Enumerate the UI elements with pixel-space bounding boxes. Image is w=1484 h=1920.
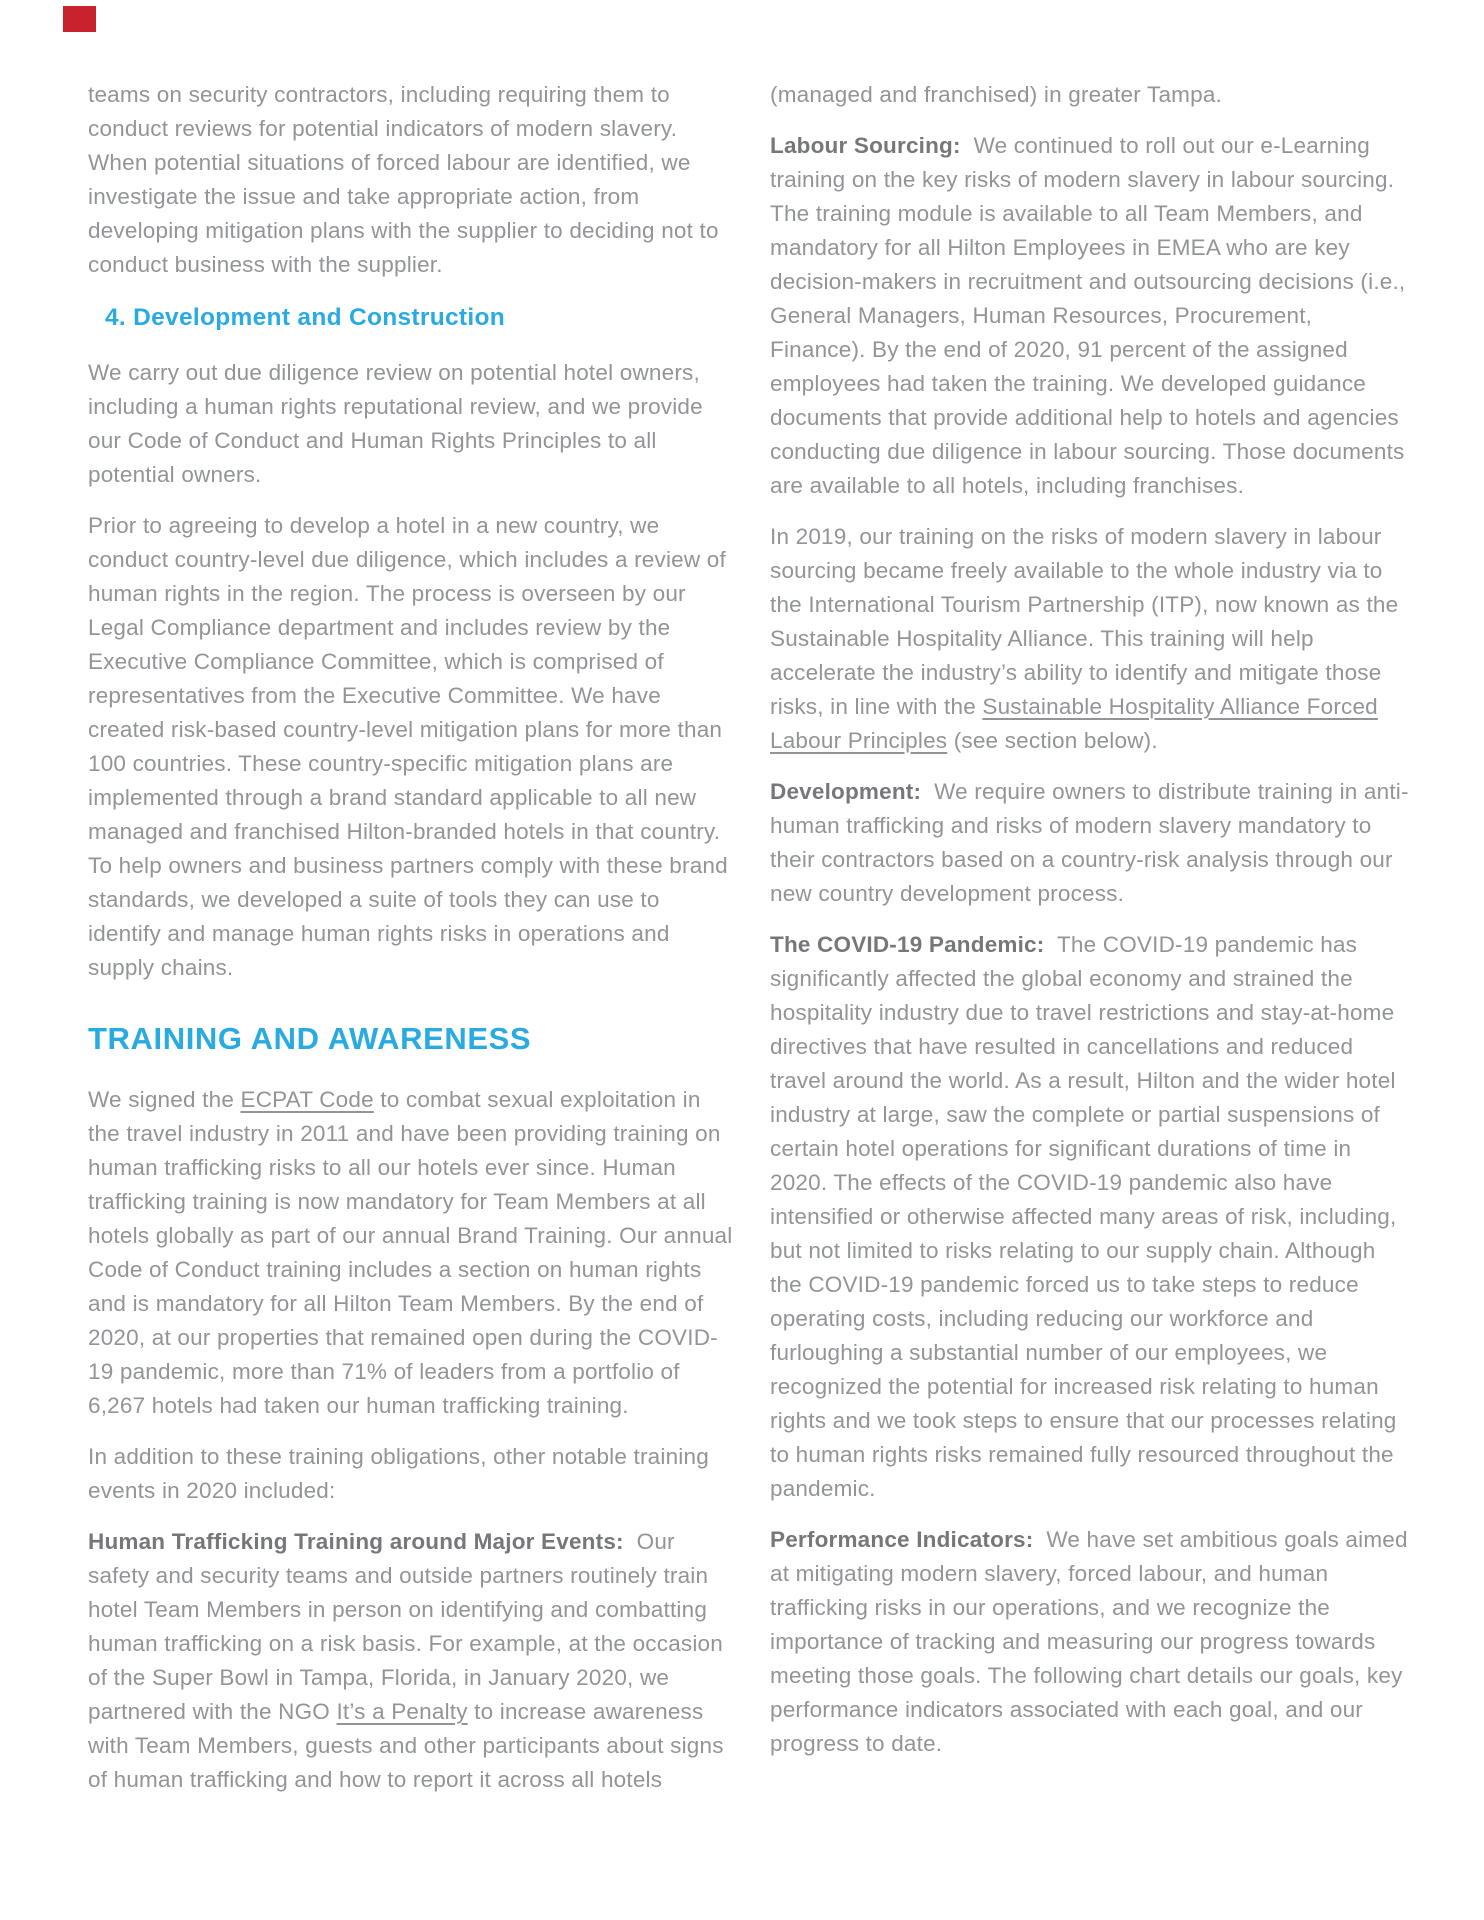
paragraph [88, 78, 738, 282]
paragraph [770, 520, 1412, 758]
text-run: We require owners to distribute training in anti-human trafficking and risks of modern slavery mandatory to their contractors based on a country-risk analysis through our new country development process. [770, 779, 1409, 906]
paragraph [770, 928, 1412, 1506]
text-link[interactable]: Sustainable Hospitality Alliance Forced Labour Principles [770, 694, 1378, 753]
text-run: In addition to these training obligations, other notable training events in 2020 included: [88, 1444, 709, 1503]
text-run: (see section below). [947, 728, 1158, 753]
text-run: We carry out due diligence review on potential hotel owners, including a human rights reputational review, and we provide our Code of Conduct and Human Rights Principles to all potential owners. [88, 360, 703, 487]
text-run: to combat sexual exploitation in the travel industry in 2011 and have been providing training on human trafficking risks to all our hotels ever since. Human trafficking training is now mandatory for Team Members at all hotels globally as part of our annual Brand Training. Our annual Code of Conduct training includes a section on human rights and is mandatory for all Hilton Team Members. By the end of 2020, at our properties that remained open during the COVID-19 pandemic, more than 71% of leaders from a portfolio of 6,267 hotels had taken our human trafficking training. [88, 1087, 733, 1418]
paragraph [88, 356, 738, 492]
paragraph [770, 775, 1412, 911]
two-column-text-layout [88, 78, 1412, 1814]
paragraph [88, 1083, 738, 1423]
paragraph [88, 1440, 738, 1508]
paragraph [770, 1523, 1412, 1761]
text-run: In 2019, our training on the risks of modern slavery in labour sourcing became freely available to the whole industry via to the International Tourism Partnership (ITP), now known as the Sustainable Hospitality Alliance. This training will help accelerate the industry’s ability to identify and mitigate those risks, in line with the [770, 524, 1399, 719]
left-column [88, 78, 738, 1814]
text-run: We continued to roll out our e-Learning training on the key risks of modern slavery in labour sourcing. The training module is available to all Team Members, and mandatory for all Hilton Employees in EMEA who are key decision-makers in recruitment and outsourcing decisions (i.e., General Managers, Human Resources, Procurement, Finance). By the end of 2020, 91 percent of the assigned employees had taken the training. We developed guidance documents that provide additional help to hotels and agencies conducting due diligence in labour sourcing. Those documents are available to all hotels, including franchises. [770, 133, 1406, 498]
right-column [770, 78, 1412, 1814]
paragraph [88, 1525, 738, 1797]
text-run: to increase awareness with Team Members, guests and other participants about signs of human trafficking and how to report it across all hotels [88, 1699, 724, 1792]
sub-section-heading: 4. Development and Construction [105, 304, 505, 331]
bold-lead-in: Performance Indicators: [770, 1527, 1034, 1552]
paragraph [770, 78, 1412, 112]
paragraph [88, 509, 738, 985]
text-run: (managed and franchised) in greater Tampa. [770, 82, 1222, 107]
text-run: Our safety and security teams and outside partners routinely train hotel Team Members in person on identifying and combatting human trafficking on a risk basis. For example, at the occasion of the Super Bowl in Tampa, Florida, in January 2020, we partnered with the NGO [88, 1529, 723, 1724]
paragraph [770, 129, 1412, 503]
text-run: We have set ambitious goals aimed at mitigating modern slavery, forced labour, and human trafficking risks in our operations, and we recognize the importance of tracking and measuring our progress towards meeting those goals. The following chart details our goals, key performance indicators associated with each goal, and our progress to date. [770, 1527, 1408, 1756]
text-link[interactable]: It’s a Penalty [336, 1699, 468, 1724]
text-run: The COVID-19 pandemic has significantly affected the global economy and strained the hospitality industry due to travel restrictions and stay-at-home directives that have resulted in cancellations and reduced travel around the world. As a result, Hilton and the wider hotel industry at large, saw the complete or partial suspensions of certain hotel operations for significant durations of time in 2020. The effects of the COVID-19 pandemic also have intensified or otherwise affected many areas of risk, including, but not limited to risks relating to our supply chain. Although the COVID-19 pandemic forced us to take steps to reduce operating costs, including reducing our workforce and furloughing a substantial number of our employees, we recognized the potential for increased risk relating to human rights and we took steps to ensure that our processes relating to human rights risks remained fully resourced throughout the pandemic. [770, 932, 1397, 1501]
text-run: teams on security contractors, including requiring them to conduct reviews for potential indicators of modern slavery. When potential situations of forced labour are identified, we investigate the issue and take appropriate action, from developing mitigation plans with the supplier to deciding not to conduct business with the supplier. [88, 82, 719, 277]
text-link[interactable]: ECPAT Code [240, 1087, 374, 1112]
bold-lead-in: The COVID-19 Pandemic: [770, 932, 1045, 957]
text-run: Prior to agreeing to develop a hotel in a new country, we conduct country-level due diligence, which includes a review of human rights in the region. The process is overseen by our Legal Compliance department and includes review by the Executive Compliance Committee, which is comprised of representatives from the Executive Committee. We have created risk-based country-level mitigation plans for more than 100 countries. These country-specific mitigation plans are implemented through a brand standard applicable to all new managed and franchised Hilton-branded hotels in that country. To help owners and business partners comply with these brand standards, we developed a suite of tools they can use to identify and manage human rights risks in operations and supply chains. [88, 513, 728, 980]
text-run: We signed the [88, 1087, 241, 1112]
bold-lead-in: Human Trafficking Training around Major Events: [88, 1529, 624, 1554]
bold-lead-in: Labour Sourcing: [770, 133, 961, 158]
bold-lead-in: Development: [770, 779, 922, 804]
red-corner-marker [63, 6, 96, 32]
section-heading: TRAINING AND AWARENESS [88, 1021, 532, 1056]
